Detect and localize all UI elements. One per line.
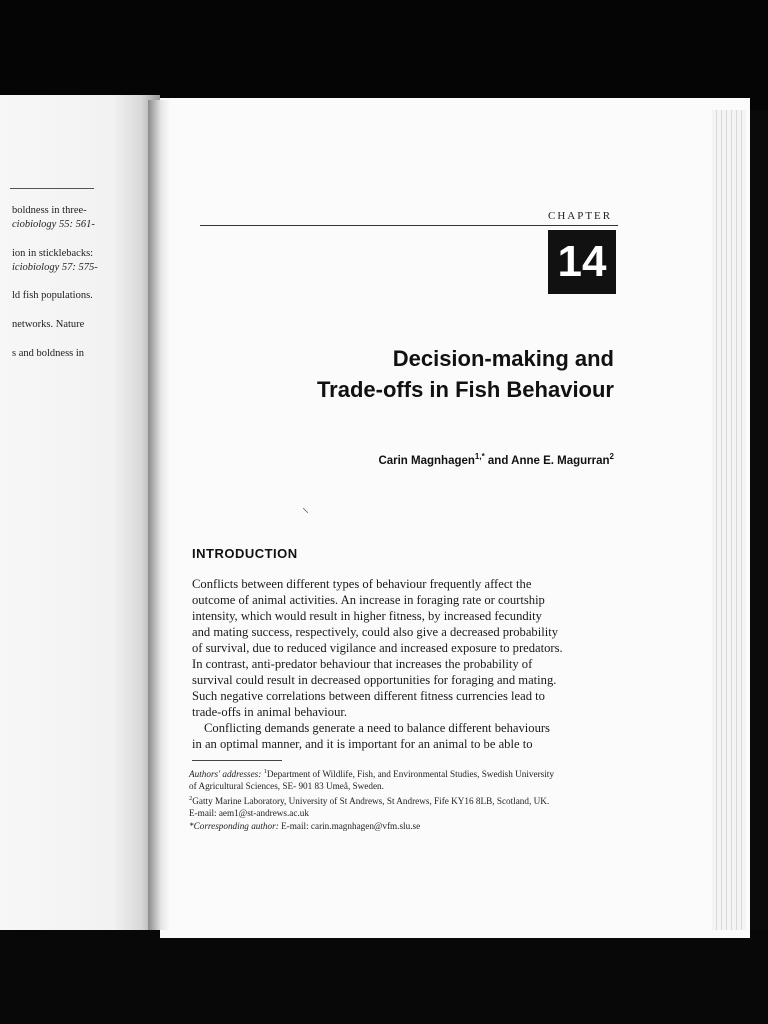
- author-2-affiliation: 2: [609, 452, 614, 461]
- chapter-number: 14: [548, 230, 616, 294]
- footnote-line: [189, 821, 420, 831]
- footnote-line: [189, 768, 554, 779]
- authors-conjunction: and: [484, 454, 512, 467]
- left-page-line: boldness in three-: [12, 205, 87, 216]
- chapter-label: CHAPTER: [548, 210, 613, 222]
- chapter-rule: [200, 225, 618, 226]
- body-line: intensity, which would result in higher fitness, by increased fecundity: [192, 609, 542, 623]
- footnote-addresses-label: Authors' addresses:: [189, 769, 262, 780]
- author-2: Anne E. Magurran: [511, 454, 610, 467]
- chapter-title-line-1: Decision-making and: [392, 346, 614, 371]
- body-line: of survival, due to reduced vigilance and increased exposure to predators.: [192, 641, 563, 655]
- footnote-rule: [192, 760, 282, 761]
- section-heading: INTRODUCTION: [192, 546, 298, 561]
- body-line: trade-offs in animal behaviour.: [192, 705, 348, 719]
- footnote-address-2: Gatty Marine Laboratory, University of St Andrews, St Andrews, Fife KY16 8LB, Scotland, UK.: [192, 796, 550, 807]
- footnote-corresponding-label: *Corresponding author:: [189, 821, 279, 831]
- left-page-line: ion in sticklebacks:: [12, 248, 94, 259]
- footnote-line: of Agricultural Sciences, SE- 901 83 Umeå, Sweden.: [189, 781, 384, 791]
- body-line: and mating success, respectively, could also give a decreased probability: [192, 625, 559, 639]
- background-bottom: [0, 930, 768, 1024]
- authors: [378, 452, 614, 467]
- left-page-line: s and boldness in: [12, 348, 85, 359]
- background-top: [0, 0, 768, 110]
- page-edges: [712, 110, 746, 930]
- body-line: outcome of animal activities. An increase in foraging rate or courtship: [192, 593, 545, 607]
- book-gutter: [148, 100, 170, 930]
- body-line: in an optimal manner, and it is important for an animal to be able to: [192, 737, 533, 751]
- author-1: Carin Magnhagen: [378, 454, 475, 467]
- left-page-rule: [10, 188, 94, 189]
- footnote-corresponding-email: E-mail: carin.magnhagen@vfm.slu.se: [278, 821, 421, 831]
- footnote-address-1: Department of Wildlife, Fish, and Environmental Studies, Swedish University: [266, 769, 554, 780]
- stray-mark: ⸜: [302, 501, 309, 516]
- left-page-line: iciobiology 57: 575-: [12, 262, 98, 273]
- footnote-line: [189, 795, 549, 806]
- body-line: survival could result in decreased opportunities for foraging and mating.: [192, 673, 557, 687]
- left-page-line: ciobiology 55: 561-: [12, 219, 95, 230]
- body-line: In contrast, anti-predator behaviour that increases the probability of: [192, 657, 533, 671]
- footnote-sup-1: 1: [263, 768, 267, 775]
- body-line: Conflicting demands generate a need to balance different behaviours: [204, 721, 550, 735]
- body-line: Such negative correlations between different fitness currencies lead to: [192, 689, 545, 703]
- body-line: Conflicts between different types of behaviour frequently affect the: [192, 577, 532, 591]
- left-page-line: networks. Nature: [12, 319, 85, 330]
- footnote-sup-2: 2: [189, 795, 193, 802]
- left-page-line: ld fish populations.: [12, 290, 93, 301]
- footnote-email: E-mail: aem1@st-andrews.ac.uk: [189, 808, 309, 818]
- author-1-affiliation: 1,*: [474, 452, 485, 461]
- chapter-title-line-2: Trade-offs in Fish Behaviour: [316, 377, 614, 402]
